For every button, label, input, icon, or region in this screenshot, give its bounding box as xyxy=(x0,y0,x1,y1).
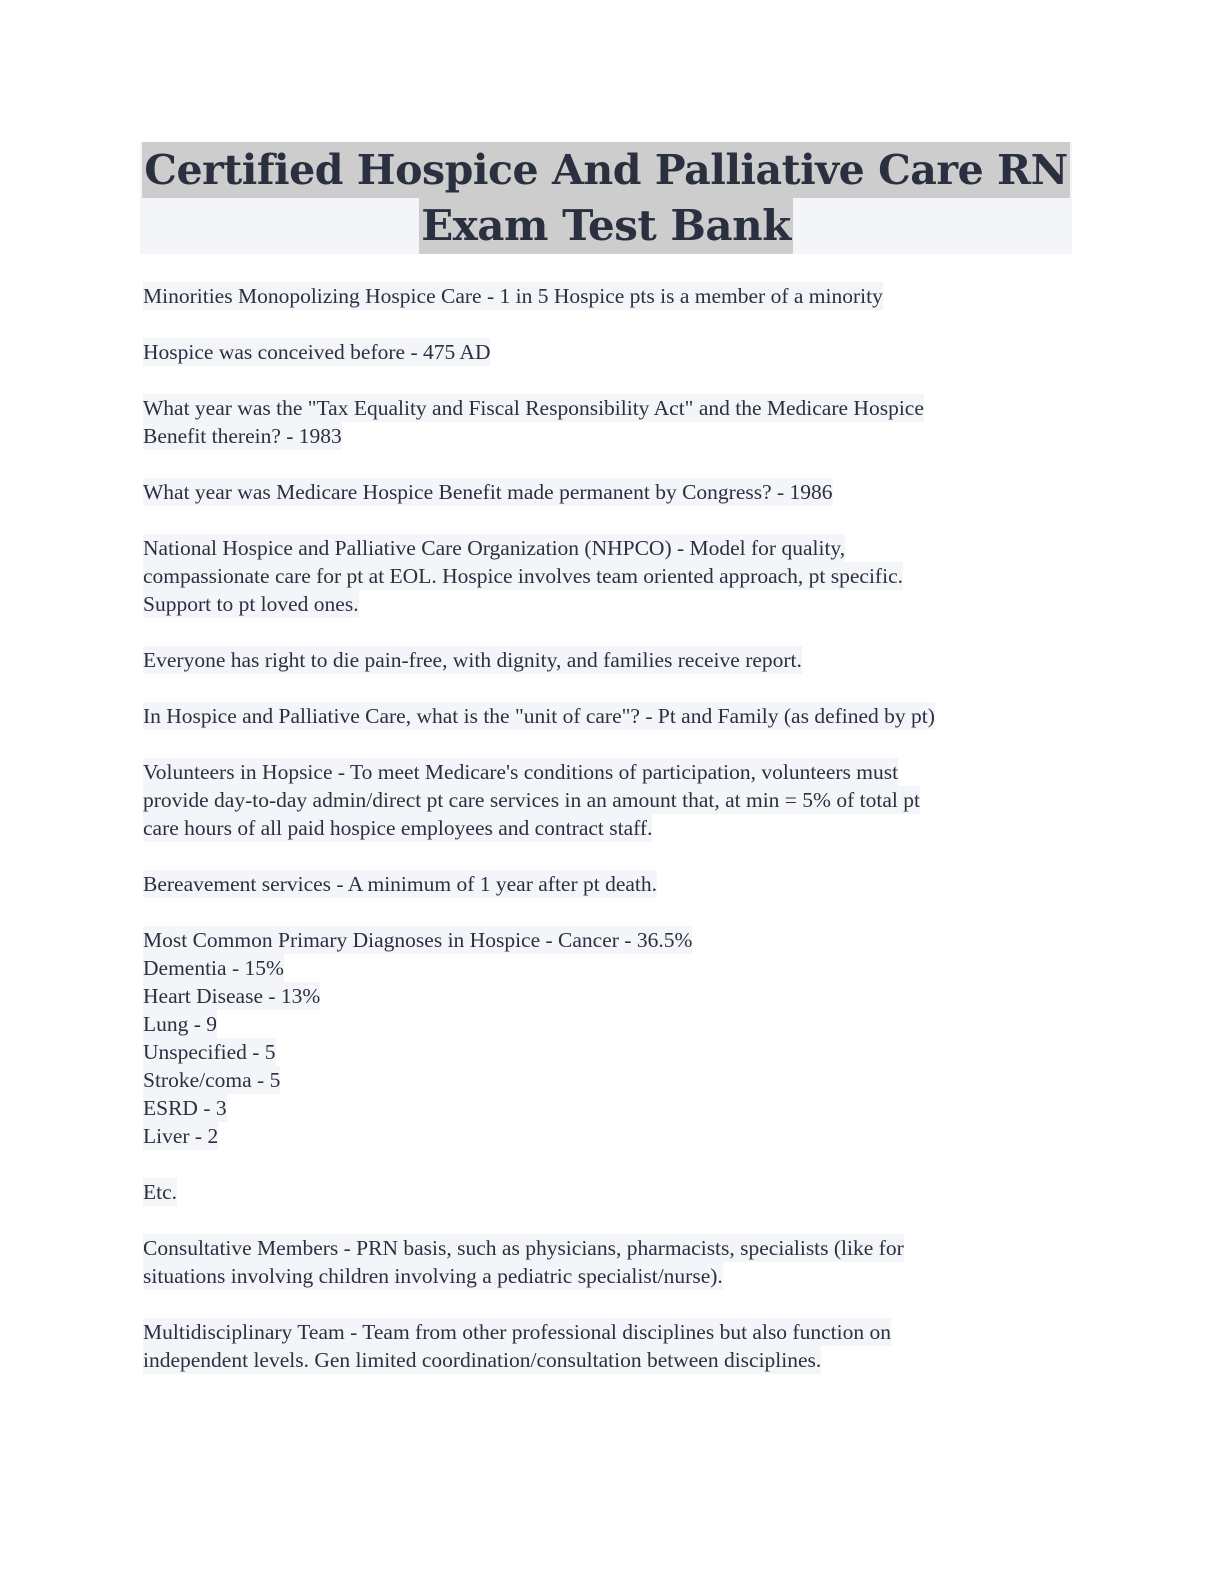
paragraph xyxy=(143,646,1073,674)
paragraph-line-text: Bereavement services - A minimum of 1 year after pt death. xyxy=(143,872,658,896)
paragraph-line xyxy=(143,870,1073,898)
paragraph-line xyxy=(143,422,1073,450)
paragraph-line-text: Benefit therein? - 1983 xyxy=(143,424,342,448)
paragraph-line xyxy=(143,1234,1073,1262)
paragraph-line-text: Etc. xyxy=(143,1180,178,1204)
paragraph-line-text: Dementia - 15% xyxy=(143,956,284,980)
paragraph-line xyxy=(143,1178,1073,1206)
paragraph xyxy=(143,282,1073,310)
paragraph-line-text: Hospice was conceived before - 475 AD xyxy=(143,340,491,364)
title-block xyxy=(140,142,1072,254)
paragraph-line-text: Multidisciplinary Team - Team from other professional disciplines but also function on xyxy=(143,1320,891,1344)
paragraph-line-text: Minorities Monopolizing Hospice Care - 1 in 5 Hospice pts is a member of a minority xyxy=(143,284,883,308)
paragraph-line xyxy=(143,758,1073,786)
paragraph xyxy=(143,1178,1073,1206)
paragraph-line-text: Lung - 9 xyxy=(143,1012,218,1036)
paragraph-line-text: situations involving children involving a pediatric specialist/nurse). xyxy=(143,1264,723,1288)
paragraph-line xyxy=(143,590,1073,618)
paragraph-line-text: Most Common Primary Diagnoses in Hospice - Cancer - 36.5% xyxy=(143,928,693,952)
paragraph-line xyxy=(143,478,1073,506)
paragraph-line-text: Unspecified - 5 xyxy=(143,1040,276,1064)
document-body xyxy=(143,282,1073,1402)
paragraph xyxy=(143,534,1073,618)
paragraph-line-text: In Hospice and Palliative Care, what is the "unit of care"? - Pt and Family (as defined by pt) xyxy=(143,704,935,728)
paragraph-line-text: What year was the "Tax Equality and Fiscal Responsibility Act" and the Medicare Hospice xyxy=(143,396,924,420)
paragraph-line xyxy=(143,534,1073,562)
paragraph-line xyxy=(143,562,1073,590)
paragraph-line-text: Liver - 2 xyxy=(143,1124,219,1148)
paragraph-line xyxy=(143,1094,1073,1122)
paragraph xyxy=(143,758,1073,842)
paragraph-line-text: National Hospice and Palliative Care Organization (NHPCO) - Model for quality, xyxy=(143,536,846,560)
paragraph xyxy=(143,926,1073,1150)
paragraph xyxy=(143,1318,1073,1374)
paragraph xyxy=(143,870,1073,898)
paragraph-line-text: care hours of all paid hospice employees and contract staff. xyxy=(143,816,653,840)
paragraph-line xyxy=(143,282,1073,310)
paragraph-line-text: Stroke/coma - 5 xyxy=(143,1068,281,1092)
page-title-line-2: Exam Test Bank xyxy=(419,198,793,254)
paragraph-line xyxy=(143,982,1073,1010)
paragraph-line xyxy=(143,1346,1073,1374)
paragraph-line xyxy=(143,646,1073,674)
paragraph xyxy=(143,338,1073,366)
paragraph-line-text: Volunteers in Hopsice - To meet Medicare's conditions of participation, volunteers must xyxy=(143,760,899,784)
paragraph-line-text: Consultative Members - PRN basis, such as physicians, pharmacists, specialists (like for xyxy=(143,1236,904,1260)
paragraph-line xyxy=(143,1318,1073,1346)
title-row xyxy=(140,198,1072,254)
paragraph-line-text: compassionate care for pt at EOL. Hospice involves team oriented approach, pt specific. xyxy=(143,564,903,588)
paragraph-line xyxy=(143,1010,1073,1038)
paragraph-line xyxy=(143,1038,1073,1066)
paragraph-line xyxy=(143,394,1073,422)
paragraph-line-text: Support to pt loved ones. xyxy=(143,592,359,616)
page-title-line-1: Certified Hospice And Palliative Care RN xyxy=(142,142,1070,198)
paragraph-line xyxy=(143,786,1073,814)
paragraph-line-text: provide day-to-day admin/direct pt care services in an amount that, at min = 5% of total pt xyxy=(143,788,920,812)
paragraph-line-text: Heart Disease - 13% xyxy=(143,984,321,1008)
paragraph xyxy=(143,394,1073,450)
paragraph xyxy=(143,1234,1073,1290)
paragraph-line xyxy=(143,926,1073,954)
paragraph-line xyxy=(143,1066,1073,1094)
title-row xyxy=(140,142,1072,198)
paragraph xyxy=(143,478,1073,506)
paragraph-line xyxy=(143,1262,1073,1290)
paragraph-line xyxy=(143,814,1073,842)
paragraph-line-text: What year was Medicare Hospice Benefit made permanent by Congress? - 1986 xyxy=(143,480,833,504)
paragraph-line xyxy=(143,954,1073,982)
paragraph-line xyxy=(143,338,1073,366)
paragraph-line-text: ESRD - 3 xyxy=(143,1096,227,1120)
paragraph-line-text: Everyone has right to die pain-free, with dignity, and families receive report. xyxy=(143,648,802,672)
paragraph-line xyxy=(143,1122,1073,1150)
paragraph xyxy=(143,702,1073,730)
paragraph-line xyxy=(143,702,1073,730)
paragraph-line-text: independent levels. Gen limited coordination/consultation between disciplines. xyxy=(143,1348,822,1372)
